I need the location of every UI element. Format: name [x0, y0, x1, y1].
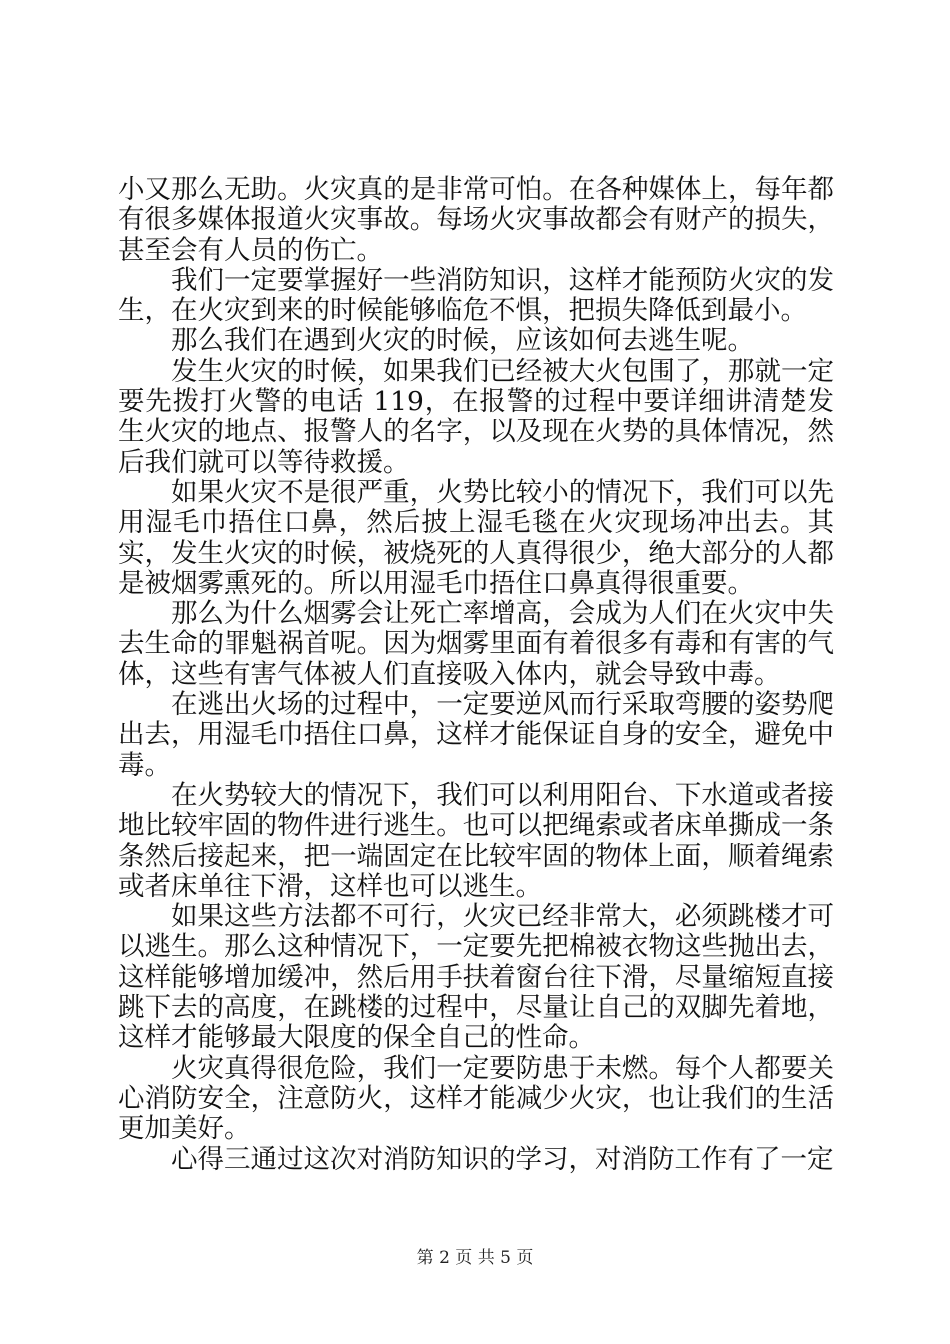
paragraph: 在火势较大的情况下，我们可以利用阳台、下水道或者接地比较牢固的物件进行逃生。也可以把绳索或者床单撕成一条条然后接起来，把一端固定在比较牢固的物体上面，顺着绳索或者床单往下滑，这样也可以逃生。 — [118, 779, 834, 902]
paragraph-continuation: 小又那么无助。火灾真的是非常可怕。在各种媒体上，每年都有很多媒体报道火灾事故。每场火灾事故都会有财产的损失，甚至会有人员的伤亡。 — [118, 174, 834, 266]
paragraph: 发生火灾的时候，如果我们已经被大火包围了，那就一定要先拨打火警的电话 119，在报警的过程中要详细讲清楚发生火灾的地点、报警人的名字，以及现在火势的具体情况，然后我们就可以等待救援。 — [118, 355, 834, 478]
paragraph: 心得三通过这次对消防知识的学习，对消防工作有了一定 — [171, 1143, 834, 1175]
paragraph: 如果火灾不是很严重，火势比较小的情况下，我们可以先用湿毛巾捂住口鼻，然后披上湿毛毯在火灾现场冲出去。其实，发生火灾的时候，被烧死的人真得很少，绝大部分的人都是被烟雾熏死的。所以用湿毛巾捂住口鼻真得很重要。 — [118, 476, 834, 599]
paragraph: 那么我们在遇到火灾的时候，应该如何去逃生呢。 — [171, 325, 754, 357]
paragraph: 如果这些方法都不可行，火灾已经非常大，必须跳楼才可以逃生。那么这种情况下，一定要先把棉被衣物这些抛出去，这样能够增加缓冲，然后用手扶着窗台往下滑，尽量缩短直接跳下去的高度，在跳楼的过程中，尽量让自己的双脚先着地，这样才能够最大限度的保全自己的性命。 — [118, 901, 834, 1054]
paragraph: 火灾真得很危险，我们一定要防患于未燃。每个人都要关心消防安全，注意防火，这样才能减少火灾，也让我们的生活更加美好。 — [118, 1052, 834, 1145]
page-number-footer: 第 2 页 共 5 页 — [416, 1248, 534, 1268]
paragraph: 我们一定要掌握好一些消防知识，这样才能预防火灾的发生，在火灾到来的时候能够临危不惧，把损失降低到最小。 — [118, 264, 834, 327]
paragraph: 那么为什么烟雾会让死亡率增高，会成为人们在火灾中失去生命的罪魁祸首呢。因为烟雾里面有着很多有毒和有害的气体，这些有害气体被人们直接吸入体内，就会导致中毒。 — [118, 598, 834, 690]
document-body — [118, 175, 834, 1175]
paragraph: 在逃出火场的过程中，一定要逆风而行采取弯腰的姿势爬出去，用湿毛巾捂住口鼻，这样才能保证自身的安全，避免中毒。 — [118, 689, 834, 781]
